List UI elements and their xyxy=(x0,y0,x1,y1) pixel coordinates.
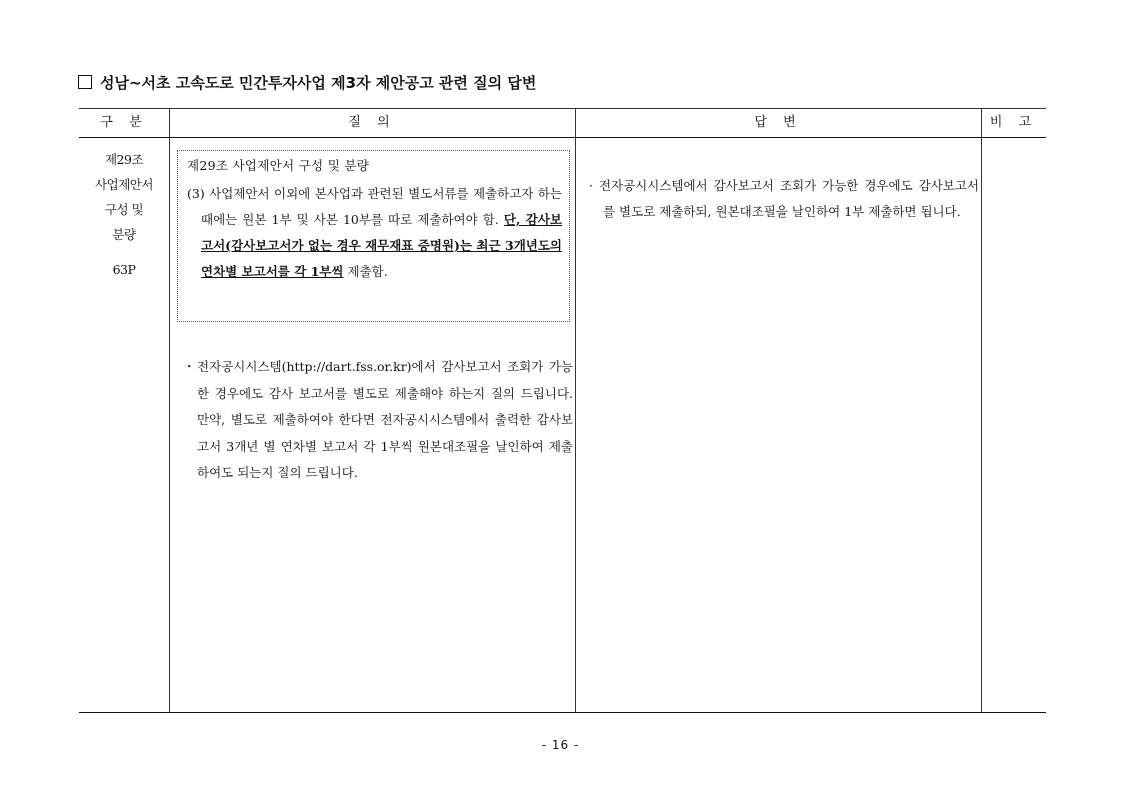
header-divider xyxy=(79,137,1046,138)
quoted-clause-plain: (3) 사업제안서 이외에 본사업과 관련된 별도서류를 제출하고자 하는 때에는 원본 1부 및 사본 10부를 따로 제출하여야 함. xyxy=(187,186,562,227)
quoted-clause-box xyxy=(177,150,570,322)
category-line: 분량 xyxy=(112,227,136,242)
column-divider xyxy=(169,109,170,712)
header-answer: 답 변 xyxy=(754,115,802,130)
quoted-clause-emphasis: 단, 감사보고서(감사보고서가 없는 경우 재무재표 증명원)는 최근 3개년도의 연차별 보고서를 각 1부씩 xyxy=(201,212,562,279)
document-title-text: 성남~서초 고속도로 민간투자사업 제3자 제안공고 관련 질의 답변 xyxy=(100,74,537,92)
qa-table xyxy=(79,108,1046,713)
column-divider xyxy=(981,109,982,712)
checkbox-square-icon xyxy=(78,75,92,89)
quoted-clause-heading: 제29조 사업제안서 구성 및 분량 xyxy=(187,158,370,173)
column-divider xyxy=(575,109,576,712)
page-number: - 16 - xyxy=(541,738,580,752)
category-line: 제29조 xyxy=(104,152,144,167)
category-line: 구성 및 xyxy=(104,202,144,217)
category-line: 사업제안서 xyxy=(95,177,153,192)
header-category: 구 분 xyxy=(100,115,148,130)
answer-text xyxy=(589,173,979,225)
category-cell xyxy=(79,147,169,282)
header-question: 질 의 xyxy=(348,115,396,130)
category-page: 63P xyxy=(112,262,136,277)
header-remark: 비 고 xyxy=(989,115,1038,130)
document-title xyxy=(78,72,536,93)
answer-body: · 전자공시시스템에서 감사보고서 조회가 가능한 경우에도 감사보고서를 별도로 제출하되, 원본대조필을 날인하여 1부 제출하면 됩니다. xyxy=(589,178,979,219)
question-body: ・전자공시시스템(http://dart.fss.or.kr)에서 감사보고서 조회가 가능한 경우에도 감사 보고서를 별도로 제출해야 하는지 질의 드립니다. 만약, 별도로 제출하여야 한다면 전자공시시스템에서 출력한 감사보고서 3개년 별 연차별 보고서 각 1부씩 원본대조필을 날인하여 제출하여도 되는지 질의 드립니다. xyxy=(183,359,573,480)
quoted-clause-text xyxy=(187,181,562,285)
question-text xyxy=(183,354,573,487)
quoted-clause-tail: 제출함. xyxy=(343,264,388,279)
